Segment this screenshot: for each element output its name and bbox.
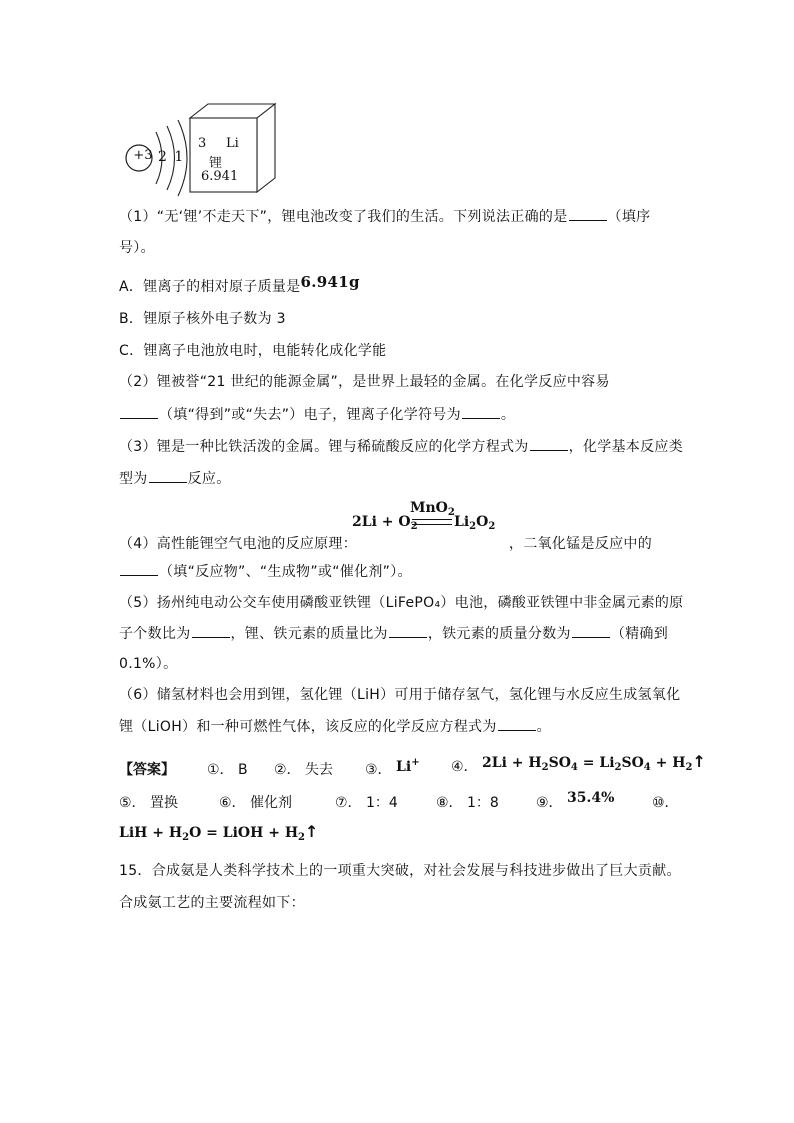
q4-line1	[119, 534, 652, 554]
answer-number: ⑨．	[536, 795, 563, 811]
answer-value: 失去	[305, 762, 334, 778]
q5-line2-tail: （精确到	[610, 626, 669, 642]
answer-blank	[120, 404, 158, 419]
equation-left-side	[352, 514, 418, 532]
q2-line2	[119, 404, 515, 425]
li-symbol: Li	[396, 759, 412, 775]
answer-number: ⑦．	[335, 795, 362, 811]
answer-9	[536, 792, 614, 812]
q5-line1: （5）扬州纯电动公交车使用磷酸亚铁锂（LiFePO₄）电池，磷酸亚铁锂中非金属元素的原	[119, 595, 684, 611]
answer-number: ⑧．	[436, 795, 463, 811]
q5-line2-mid2: ，铁元素的质量分数为	[427, 626, 571, 642]
eq-part: = Li	[577, 755, 615, 771]
option-a-value: 6.941g	[300, 273, 360, 291]
answer-10	[119, 822, 318, 843]
answer-value: 35.4%	[567, 790, 615, 806]
eq-right-li: Li	[454, 514, 470, 530]
answer-2	[274, 759, 333, 779]
eq-part: O = LiOH + H	[189, 825, 299, 841]
q1-option-b: B．锂原子核外电子数为 3	[119, 311, 286, 327]
eq-subscript: 2	[614, 762, 622, 773]
answer-value: 置换	[150, 795, 179, 811]
element-symbol: Li	[226, 136, 239, 151]
eq-subscript: 2	[541, 762, 549, 773]
answer-5	[119, 792, 178, 812]
answer-1	[207, 759, 248, 779]
q6-line2-end: 。	[536, 719, 551, 735]
answer-number: ④．	[451, 759, 478, 775]
q3-line1-tail: ，化学基本反应类	[568, 439, 684, 455]
eq-left-text: 2Li + O	[352, 514, 411, 530]
eq-left-subscript: 2	[410, 521, 418, 532]
eq-subscript: 2	[182, 832, 190, 843]
q5-line2-prefix: 子个数比为	[119, 626, 191, 642]
q15-line1: 15．合成氨是人类科学技术上的一项重大突破，对社会发展与科技进步做出了巨大贡献。	[119, 863, 681, 879]
q3-line2-prefix: 型为	[119, 471, 148, 487]
ion-charge: +	[411, 757, 420, 768]
answer-value: 1：8	[467, 795, 499, 811]
eq-subscript: 4	[643, 762, 651, 773]
answer-7	[335, 792, 398, 812]
eq-part: + H	[650, 755, 686, 771]
q1-stem-line1	[119, 206, 650, 227]
q4-line1-tail: ，二氧化锰是反应中的	[509, 536, 653, 552]
answer-number: ⑥．	[219, 795, 246, 811]
q3-line1	[119, 436, 683, 457]
catalyst-subscript: 2	[447, 507, 455, 518]
answer-blank	[120, 561, 158, 576]
eq-part: 2Li + H	[482, 755, 542, 771]
gas-arrow-icon: ↑	[305, 822, 319, 841]
answer-blank	[192, 623, 230, 638]
eq-part: SO	[548, 755, 571, 771]
nucleus-charge: +3	[133, 148, 153, 163]
shell-electron-counts: 2 1	[158, 149, 184, 165]
q3-line2-tail: 反应。	[187, 471, 231, 487]
answer-value: B	[238, 762, 248, 778]
q5-line3: 0.1%）。	[119, 656, 178, 672]
answer-equation	[482, 752, 706, 773]
equation-equals-bar	[412, 519, 452, 525]
gas-arrow-icon: ↑	[692, 752, 706, 771]
answer-value	[396, 759, 420, 775]
element-cube-side	[257, 104, 275, 192]
answer-blank	[498, 716, 536, 731]
answer-value: 催化剂	[250, 795, 293, 811]
q4-reaction-equation	[352, 500, 512, 536]
answer-4	[451, 752, 706, 777]
answer-blank	[149, 468, 187, 483]
answer-3	[365, 759, 420, 779]
q2-line2-text: （填“得到”或“失去”）电子，锂离子化学符号为	[159, 407, 461, 423]
option-a-text: A．锂离子的相对原子质量是	[119, 279, 301, 295]
equation-right-side	[454, 514, 495, 532]
q1-option-c: C．锂离子电池放电时，电能转化成化学能	[119, 343, 387, 359]
answer-blank	[569, 206, 607, 221]
eq-right-subscript: 2	[488, 521, 496, 532]
eq-subscript: 4	[570, 762, 578, 773]
q2-line1: （2）锂被誉“21 世纪的能源金属”，是世界上最轻的金属。在化学反应中容易	[119, 374, 610, 390]
element-atomic-mass: 6.941	[201, 169, 239, 184]
answer-number: ①．	[207, 762, 234, 778]
answer-10-number: ⑩．	[652, 795, 679, 811]
q1-stem-line2: 号）。	[119, 240, 155, 256]
q3-line2	[119, 468, 231, 489]
eq-part: SO	[621, 755, 644, 771]
answer-label: 【答案】	[119, 762, 175, 778]
q1-option-a	[119, 273, 360, 297]
q4-line2-text: （填“反应物”、“生成物”或“催化剂”）。	[159, 564, 412, 580]
q1-stem-text: （1）“无‘锂’不走天下”，锂电池改变了我们的生活。下列说法正确的是	[119, 209, 568, 225]
q4-line1-text: （4）高性能锂空气电池的反应原理：	[119, 536, 358, 552]
answer-blank	[389, 623, 427, 638]
catalyst-text: MnO	[410, 500, 448, 516]
q3-line1-text: （3）锂是一种比铁活泼的金属。锂与稀硫酸反应的化学方程式为	[119, 439, 529, 455]
answer-number: ⑤．	[119, 795, 146, 811]
answer-6	[219, 792, 292, 812]
q1-stem-tail: （填序	[607, 209, 651, 225]
q6-line1: （6）储氢材料也会用到锂，氢化锂（LiH）可用于储存氢气，氢化锂与水反应生成氢氧化	[119, 687, 681, 703]
eq-right-subscript: 2	[469, 521, 477, 532]
q6-line2-text: 锂（LiOH）和一种可燃性气体，该反应的化学反应方程式为	[119, 719, 497, 735]
answer-blank	[530, 436, 568, 451]
answer-number: ②．	[274, 762, 301, 778]
answer-equation	[119, 822, 319, 843]
answer-blank	[462, 404, 500, 419]
eq-subscript: 2	[298, 832, 306, 843]
q6-line2	[119, 716, 551, 737]
q5-line2	[119, 623, 668, 644]
q2-line2-end: 。	[500, 407, 516, 423]
element-name: 锂	[209, 156, 223, 171]
q4-line2	[119, 561, 412, 582]
q5-line2-mid1: ，锂、铁元素的质量比为	[230, 626, 388, 642]
answer-8	[436, 792, 499, 812]
answer-value: 1：4	[366, 795, 398, 811]
q15-line2: 合成氨工艺的主要流程如下：	[119, 895, 305, 911]
answer-blank	[572, 623, 610, 638]
element-atomic-number: 3	[198, 136, 207, 151]
eq-right-o: O	[476, 514, 489, 530]
eq-part: LiH + H	[119, 825, 183, 841]
answer-number: ③．	[365, 762, 392, 778]
eq-subscript: 2	[685, 762, 693, 773]
